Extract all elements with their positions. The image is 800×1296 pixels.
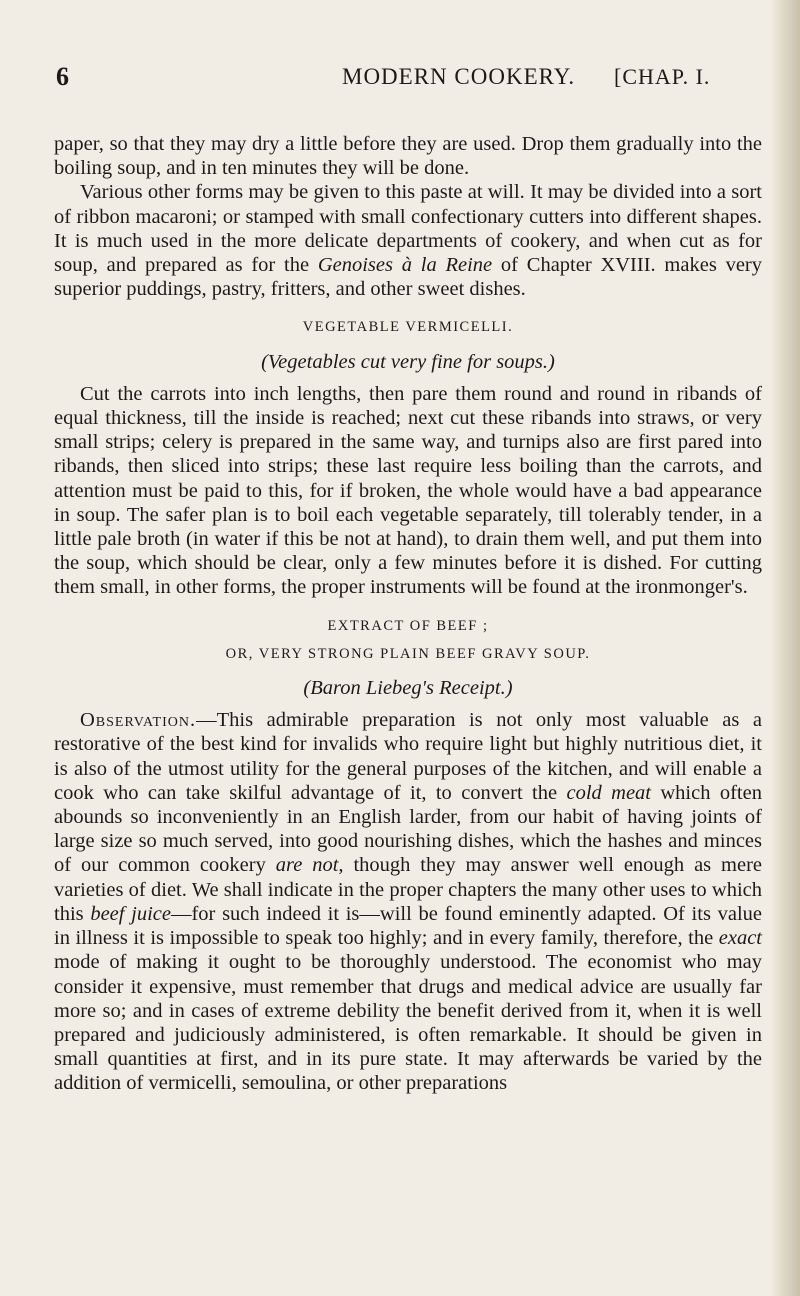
vermicelli-subheading: (Vegetables cut very fine for soups.) (261, 350, 555, 373)
paste-forms-paragraph (54, 180, 762, 301)
observation-text-1: —This admirable preparation is not only most valuable as a restorative of the best kind for invalids who require light but highly nutritious diet, it is also of the utmost utility for the general purposes of the kitchen, and will enable a cook who can take skilful advantage of it, to convert the (54, 709, 762, 804)
paste-forms-text-a: Various other forms may be given to this paste at will. It may be divided into a sort of ribbon macaroni; or stamped with small confectionary cutters into different shapes. It is much used in the more delicate departments of cookery, and when cut as for soup, and prepared as for the (54, 181, 762, 277)
chapter-label: [CHAP. I. (614, 64, 711, 89)
are-not-italic: are not, (275, 854, 344, 877)
page-body (54, 132, 762, 1096)
extract-heading: EXTRACT OF BEEF ; (327, 617, 489, 634)
exact-italic: exact (718, 927, 762, 950)
observation-text-2: which often abounds so inconveniently in an English larder, from our habit of having joints of large size so much served, into good nourishing dishes, which the hashes and minces of our common cookery (54, 781, 762, 877)
observation-paragraph (54, 708, 762, 1095)
observation-text-3: though they may answer well enough as mere varieties of diet. We shall indicate in the proper chapters the many other uses to which this (54, 854, 763, 925)
vermicelli-heading: VEGETABLE VERMICELLI. (302, 319, 514, 336)
observation-label: Observation. (80, 709, 197, 732)
observation-text-4: —for such indeed it is—will be found eminently adapted. Of its value in illness it is impossible to speak too highly; and in every family, therefore, the (54, 902, 763, 950)
page-edge (772, 0, 800, 1296)
page-number: 6 (56, 62, 69, 91)
extract-heading-2: OR, VERY STRONG PLAIN BEEF GRAVY SOUP. (225, 645, 591, 662)
paste-forms-text-b: of Chapter XVIII. makes very superior puddings, pastry, fritters, and other sweet dishes. (54, 254, 762, 301)
intro-paragraph (54, 132, 762, 180)
page-header (52, 62, 762, 96)
vermicelli-paragraph: Cut the carrots into inch lengths, then pare them round and round in ribands of equal thickness, till the inside is reached; next cut these ribands into straws, or very small strips; celery is prepared in the same way, and turnips also are first pared into ribands, then sliced into strips; these last require less boiling than the carrots, and attention must be paid to this, for if broken, the whole would have a bad appearance in soup. The safer plan is to boil each vegetable separately, till tolerably tender, in a little pale broth (in water if this be not at hand), to drain them well, and put them into the soup, which should be clear, only a few minutes before it is dished. For cutting them small, in other forms, the proper instruments will be found at the ironmonger's. (54, 382, 762, 599)
running-title: MODERN COOKERY. (342, 64, 576, 89)
extract-subheading: (Baron Liebeg's Receipt.) (303, 677, 513, 700)
genoises-italic: Genoises à la Reine (317, 254, 493, 277)
cold-meat-italic: cold meat (566, 781, 651, 804)
observation-text-5: mode of making it ought to be thoroughly understood. The economist who may consider it expensive, must remember that drugs and medical advice are usually far more so; and in cases of extreme debility the benefit derived from it, when it is well prepared and judiciously administered, is often remarkable. It should be given in small quantities at first, and in its pure state. It may afterwards be varied by the addition of vermicelli, semoulina, or other preparations (54, 951, 762, 1095)
beef-juice-italic: beef juice (90, 902, 171, 925)
intro-text: paper, so that they may dry a little before they are used. Drop them gradually into the boiling soup, and in ten minutes they will be done. (54, 133, 762, 180)
